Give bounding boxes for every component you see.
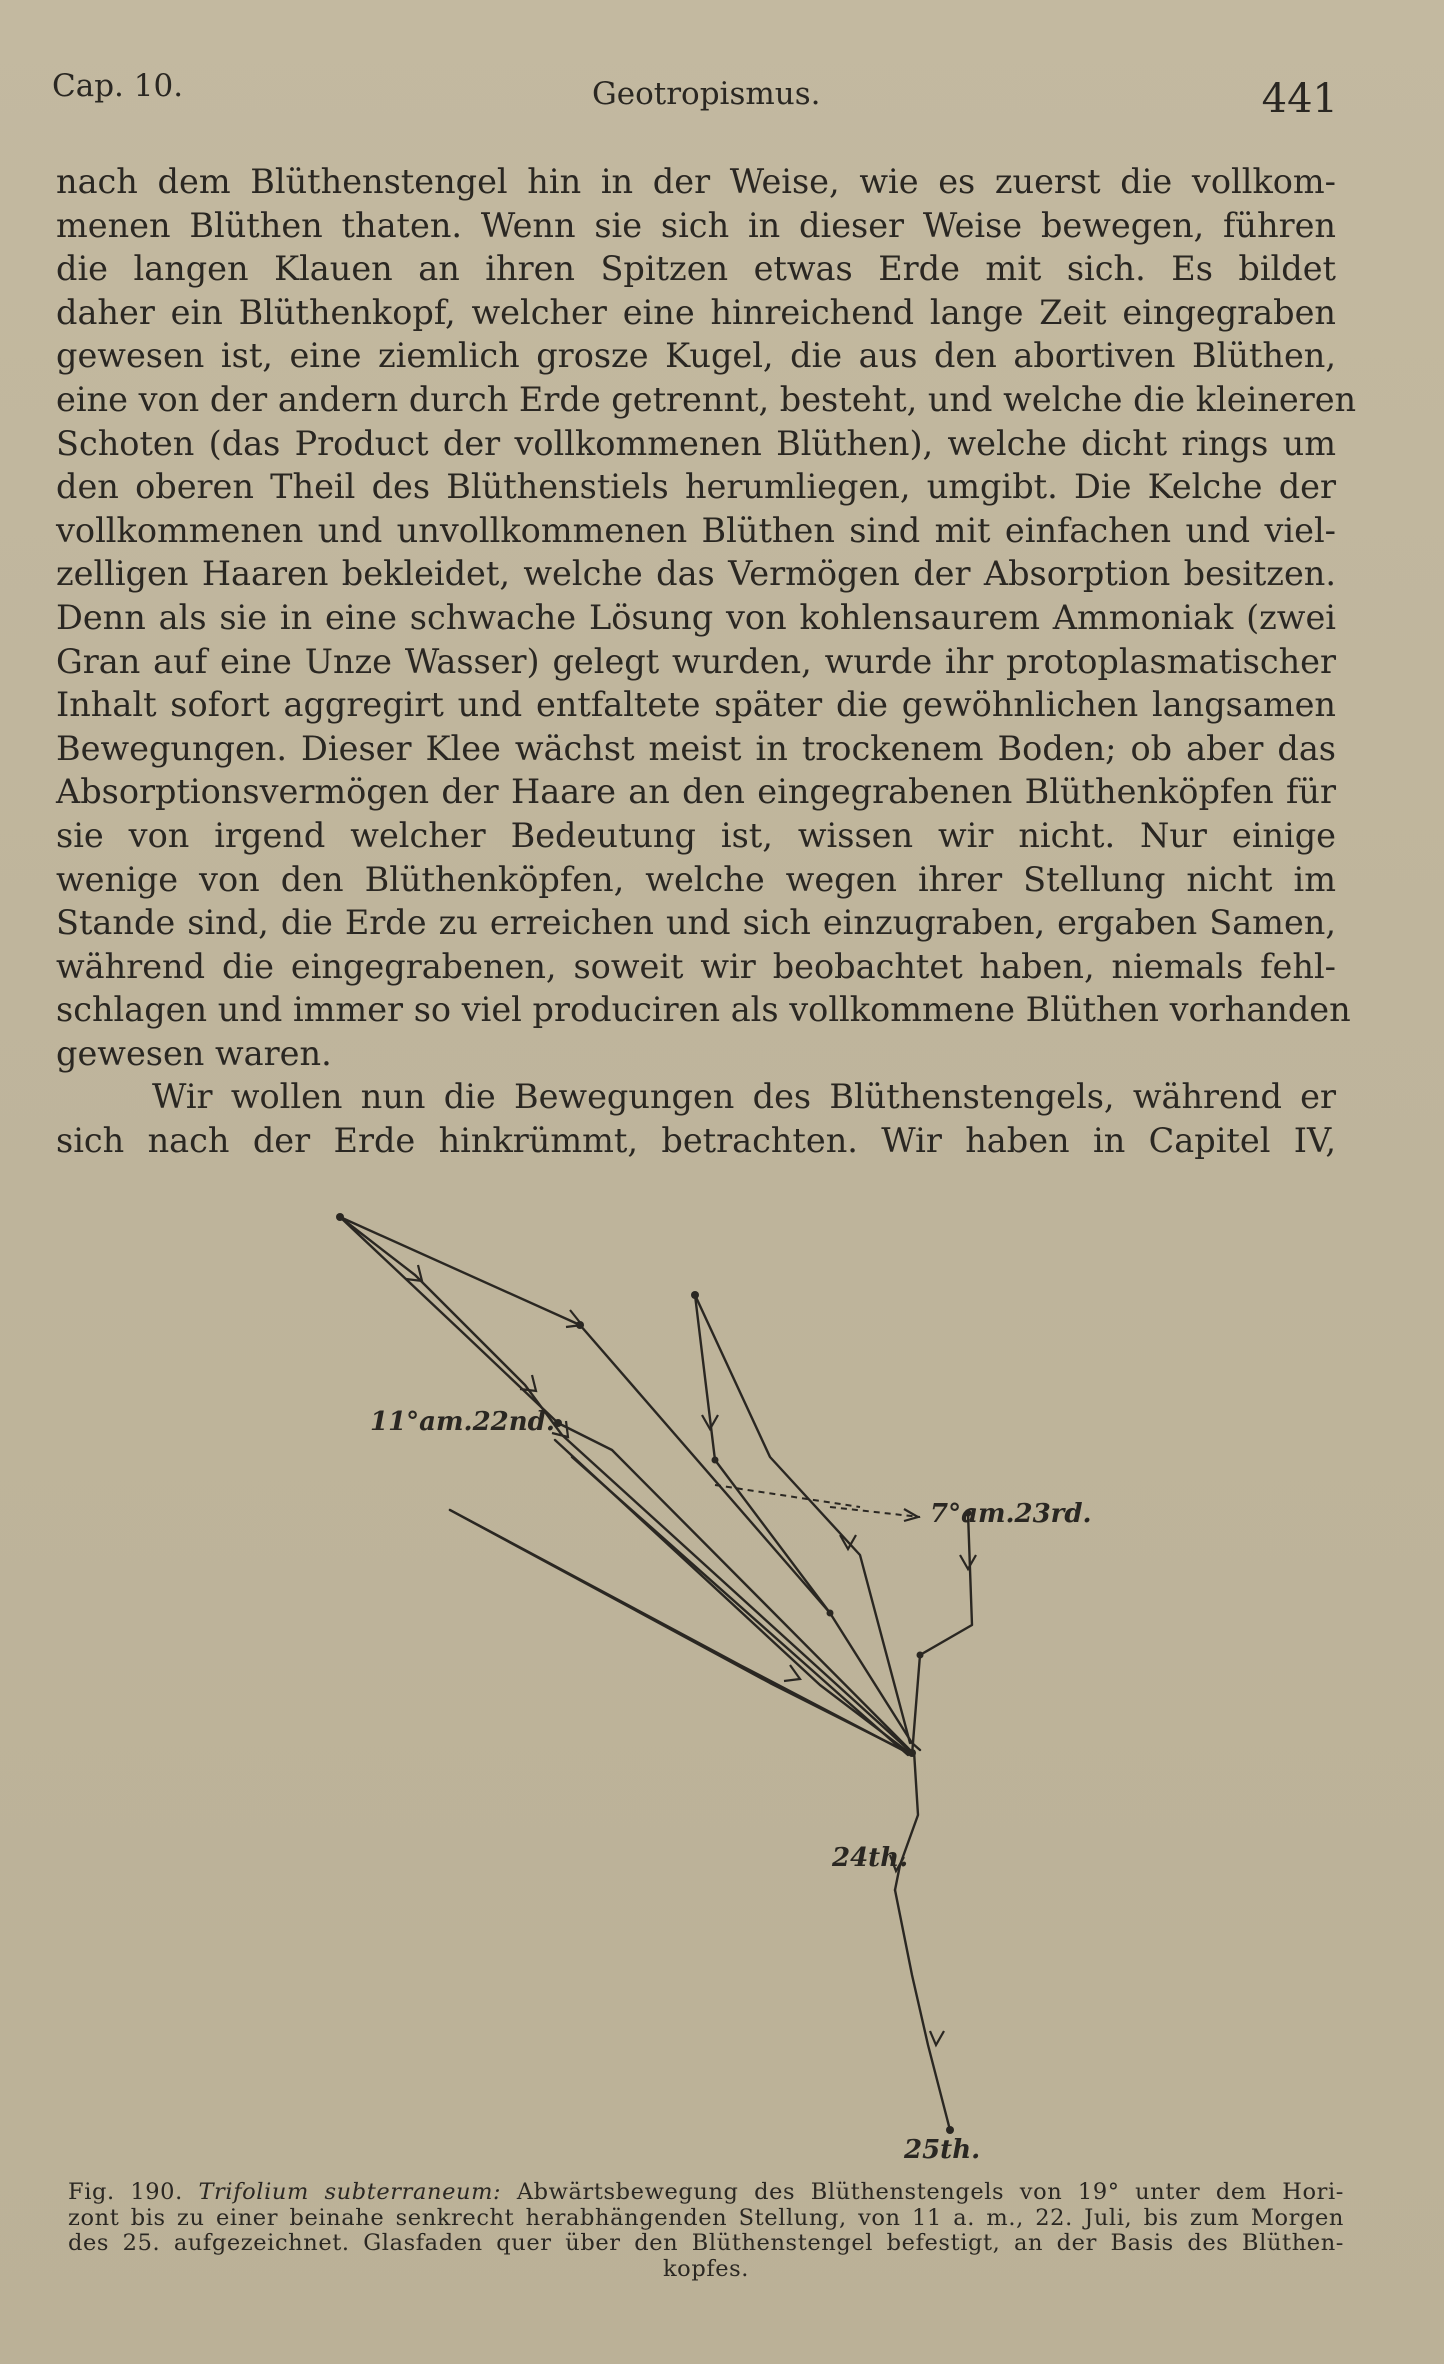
caption-text: Abwärtsbewegung des Blüthenstengels von 19° unter dem Hori- [516,2179,1344,2205]
text-line: Absorptionsvermögen der Haare an den eingegrabenen Blüthenköpfen für [56,772,1336,812]
caption-line: des 25. aufgezeichnet. Glasfaden quer über den Blüthenstengel befestigt, an der Basis des Blüthen- [68,2230,1344,2256]
label-day25: 25th. [904,2135,981,2165]
arrowhead [930,2031,944,2045]
text-line: gewesen waren. [56,1033,332,1073]
trace-dot [336,1213,344,1221]
trace-dot [691,1291,699,1299]
chapter-label: Cap. 10. [52,68,184,104]
caption-line: kopfes. [662,2255,750,2282]
caption-fig-number: Fig. 190. [68,2179,183,2205]
movement-trace [300,1195,1120,2175]
text-line: die langen Klauen an ihren Spitzen etwas Erde mit sich. Es bildet [56,249,1336,289]
arrowhead [784,1665,800,1681]
trace-dot [908,1749,916,1757]
running-title: Geotropismus. [592,76,821,112]
label-start-time: 11°am.22nd. [370,1407,555,1437]
trace-path [555,1440,912,1755]
trace-dot [712,1457,719,1464]
trace-dot [917,1652,924,1659]
text-line: vollkommenen und unvollkommenen Blüthen sind mit einfachen und viel- [56,510,1336,550]
trace-dot [576,1321,584,1329]
text-line: wenige von den Blüthenköpfen, welche wegen ihrer Stellung nicht im [56,859,1336,899]
text-line: den oberen Theil des Blüthenstiels herumliegen, umgibt. Die Kelche der [56,467,1336,507]
caption-species: Trifolium subterraneum: [198,2179,502,2205]
text-line: nach dem Blüthenstengel hin in der Weise, wie es zuerst die vollkom- [56,162,1336,201]
trace-dot [827,1610,834,1617]
dashed-connector [830,1507,920,1517]
arrowhead [960,1555,976,1569]
text-line: sich nach der Erde hinkrümmt, betrachten. Wir haben in Capitel IV, [56,1121,1336,1161]
trace-path [340,1217,910,1750]
label-day24: 24th. [832,1843,909,1873]
caption-line: zont bis zu einer beinahe senkrecht herabhängenden Stellung, von 11 a. m., 22. Juli, bis zum Morgen [68,2204,1344,2231]
trace-path [695,1295,830,1613]
text-line: Inhalt sofort aggregirt und entfaltete später die gewöhnlichen langsamen [56,685,1336,725]
text-line: Wir wollen nun die Bewegungen des Blüthenstengels, während er [152,1077,1336,1117]
text-line: Denn als sie in eine schwache Lösung von kohlensaurem Ammoniak (zwei [56,597,1336,637]
text-line: gewesen ist, eine ziemlich grosze Kugel, die aus den abortiven Blüthen, [56,336,1336,376]
trace-path [572,1457,908,1755]
page-header [52,62,1338,122]
text-line: daher ein Blüthenkopf, welcher eine hinreichend lange Zeit eingegraben [56,292,1336,332]
trace-path [695,1295,910,1743]
trace-path [895,1890,950,2130]
text-line: Stande sind, die Erde zu erreichen und sich einzugraben, ergaben Samen, [56,903,1336,943]
text-line: Bewegungen. Dieser Klee wächst meist in trockenem Boden; ob aber das [56,728,1336,768]
trace-path [340,1217,920,1750]
label-mid-time: 7°am.23rd. [930,1499,1092,1529]
trace-path [912,1513,972,1755]
caption-line [68,2180,1344,2206]
text-line: zelligen Haaren bekleidet, welche das Vermögen der Absorption besitzen. [56,554,1336,594]
figure-190-diagram [300,1195,1120,2175]
text-line: Gran auf eine Unze Wasser) gelegt wurden, wurde ihr protoplasmatischer [56,641,1336,681]
text-line: schlagen und immer so viel produciren als vollkommene Blüthen vorhanden [56,990,1351,1030]
page-number: 441 [1261,76,1338,122]
text-line: eine von der andern durch Erde getrennt, besteht, und welche die kleineren [56,379,1357,419]
figure-caption [68,2180,1344,2282]
text-line: Schoten (das Product der vollkommenen Blüthen), welche dicht rings um [56,423,1336,463]
text-line: sie von irgend welcher Bedeutung ist, wissen wir nicht. Nur einige [56,815,1336,855]
trace-dot [946,2126,954,2134]
trace-dot [554,1419,562,1427]
body-paragraphs [56,160,1357,1163]
text-line: während die eingegrabenen, soweit wir beobachtet haben, niemals fehl- [56,946,1336,986]
text-line: menen Blüthen thaten. Wenn sie sich in dieser Weise bewegen, führen [56,205,1336,245]
